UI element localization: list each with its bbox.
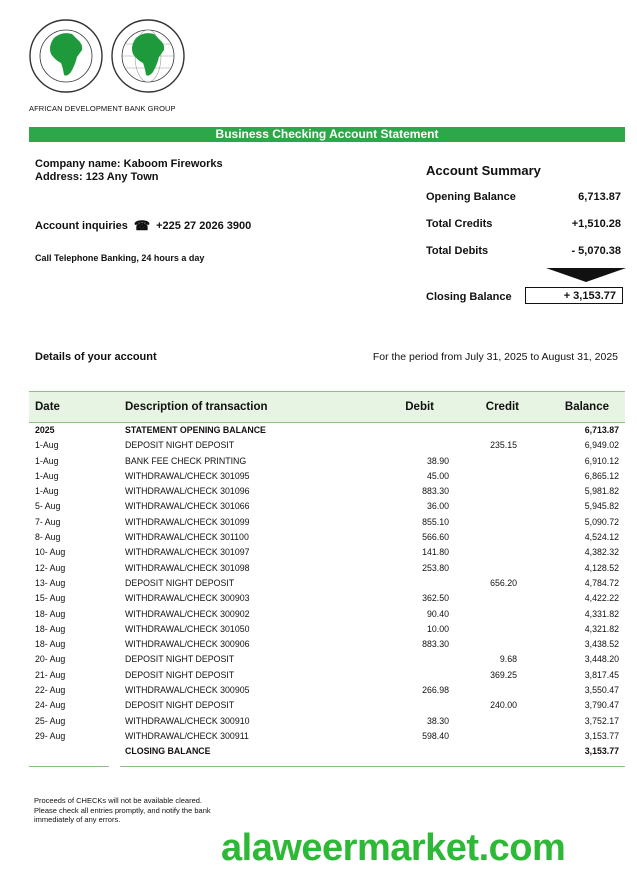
closing-balance-value: + 3,153.77 (525, 287, 623, 304)
down-arrow-icon (546, 268, 626, 282)
header-balance: Balance (564, 401, 609, 413)
table-row (29, 530, 625, 545)
opening-balance-value: 6,713.87 (578, 191, 621, 203)
table-row (29, 637, 625, 652)
row-description: WITHDRAWAL/CHECK 300911 (125, 730, 249, 741)
row-date: 29- Aug (35, 730, 66, 741)
row-date: 18- Aug (35, 639, 66, 650)
row-balance: 3,790.47 (584, 700, 619, 711)
row-date: 10- Aug (35, 547, 66, 558)
row-debit: 266.98 (422, 685, 449, 696)
row-balance: 4,784.72 (584, 577, 619, 588)
table-row (29, 668, 625, 683)
table-row (29, 561, 625, 576)
row-balance: 5,981.82 (584, 486, 619, 497)
opening-balance-label: Opening Balance (426, 191, 516, 203)
row-description: WITHDRAWAL/CHECK 300903 (125, 593, 250, 604)
row-debit: 855.10 (422, 516, 449, 527)
table-row (29, 607, 625, 622)
row-description: WITHDRAWAL/CHECK 300910 (125, 715, 250, 726)
row-description: WITHDRAWAL/CHECK 301095 (125, 470, 250, 481)
row-debit: 253.80 (422, 562, 449, 573)
statement-period: For the period from July 31, 2025 to August 31, 2025 (372, 351, 618, 363)
table-row (29, 545, 625, 560)
row-credit: 656.20 (490, 577, 517, 588)
row-description: WITHDRAWAL/CHECK 301096 (125, 486, 250, 497)
row-balance: 5,090.72 (584, 516, 619, 527)
row-date: 13- Aug (35, 577, 66, 588)
table-row (29, 591, 625, 606)
row-date: 24- Aug (35, 700, 66, 711)
footer-note: Proceeds of CHECKs will not be available cleared. Please check all entries promptly, and notify the bank immediately of any errors. (34, 796, 211, 824)
row-description: WITHDRAWAL/CHECK 301098 (125, 562, 250, 573)
row-description: WITHDRAWAL/CHECK 300905 (125, 685, 250, 696)
row-description: WITHDRAWAL/CHECK 300902 (125, 608, 250, 619)
total-debits-value: - 5,070.38 (571, 245, 621, 257)
row-description: CLOSING BALANCE (125, 746, 211, 757)
total-credits-label: Total Credits (426, 218, 493, 230)
row-debit: 45.00 (426, 470, 449, 481)
row-balance: 4,422.22 (584, 593, 619, 604)
phone-banking-note: Call Telephone Banking, 24 hours a day (35, 253, 205, 263)
row-description: DEPOSIT NIGHT DEPOSIT (125, 654, 235, 665)
details-label: Details of your account (35, 351, 157, 363)
row-balance: 6,949.02 (584, 440, 619, 451)
row-debit: 141.80 (422, 547, 449, 558)
row-debit: 90.40 (426, 608, 449, 619)
row-balance: 4,331.82 (584, 608, 619, 619)
table-row (29, 515, 625, 530)
row-credit: 240.00 (490, 700, 517, 711)
row-description: DEPOSIT NIGHT DEPOSIT (125, 577, 235, 588)
table-row (29, 652, 625, 667)
table-row (29, 438, 625, 453)
header-debit: Debit (405, 401, 434, 413)
row-date: 1-Aug (35, 455, 59, 466)
row-balance: 3,550.47 (584, 685, 619, 696)
row-description: WITHDRAWAL/CHECK 300906 (125, 639, 250, 650)
row-debit: 598.40 (422, 730, 449, 741)
inquiries-label: Account inquiries (35, 220, 128, 232)
table-divider (120, 766, 625, 767)
row-description: DEPOSIT NIGHT DEPOSIT (125, 669, 235, 680)
row-date: 5- Aug (35, 501, 61, 512)
bank-logos (28, 18, 188, 98)
row-credit: 9.68 (499, 654, 517, 665)
row-date: 1-Aug (35, 470, 59, 481)
total-debits-label: Total Debits (426, 245, 489, 257)
row-description: WITHDRAWAL/CHECK 301097 (125, 547, 250, 558)
row-date: 25- Aug (35, 715, 66, 726)
inquiries-phone: +225 27 2026 3900 (156, 220, 252, 232)
row-date: 8- Aug (35, 532, 61, 543)
row-date: 1-Aug (35, 486, 59, 497)
table-row (29, 729, 625, 744)
statement-title: Business Checking Account Statement (29, 127, 625, 142)
row-credit: 369.25 (490, 669, 517, 680)
row-description: DEPOSIT NIGHT DEPOSIT (125, 440, 235, 451)
row-debit: 38.30 (426, 715, 449, 726)
row-date: 7- Aug (35, 516, 61, 527)
table-row (29, 622, 625, 637)
table-row (29, 469, 625, 484)
table-row (29, 454, 625, 469)
row-balance: 4,321.82 (584, 623, 619, 634)
transaction-list (29, 423, 625, 760)
table-row (29, 744, 625, 759)
row-date: 15- Aug (35, 593, 66, 604)
header-date: Date (35, 401, 60, 413)
row-balance: 3,448.20 (584, 654, 619, 665)
watermark: alaweermarket.com (221, 827, 566, 869)
table-divider (29, 766, 109, 767)
telephone-icon: ☎ (133, 218, 151, 233)
summary-title: Account Summary (426, 163, 541, 178)
row-balance: 3,153.77 (584, 730, 619, 741)
table-header (29, 391, 625, 423)
row-balance: 4,524.12 (584, 532, 619, 543)
row-balance: 3,817.45 (584, 669, 619, 680)
table-row (29, 423, 625, 438)
row-debit: 38.90 (426, 455, 449, 466)
row-debit: 883.30 (422, 486, 449, 497)
row-description: WITHDRAWAL/CHECK 301099 (125, 516, 250, 527)
org-name: AFRICAN DEVELOPMENT BANK GROUP (29, 104, 176, 113)
row-date: 18- Aug (35, 608, 66, 619)
row-date: 20- Aug (35, 654, 66, 665)
company-block (35, 158, 223, 184)
company-name: Company name: Kaboom Fireworks (35, 158, 223, 170)
row-balance: 4,128.52 (584, 562, 619, 573)
table-row (29, 499, 625, 514)
header-credit: Credit (485, 401, 519, 413)
table-row (29, 698, 625, 713)
row-description: STATEMENT OPENING BALANCE (125, 425, 266, 435)
row-balance: 6,713.87 (584, 425, 619, 435)
row-debit: 566.60 (422, 532, 449, 543)
row-debit: 10.00 (426, 623, 449, 634)
row-description: DEPOSIT NIGHT DEPOSIT (125, 700, 235, 711)
row-description: WITHDRAWAL/CHECK 301100 (125, 532, 249, 543)
header-description: Description of transaction (125, 401, 268, 413)
row-balance: 6,865.12 (584, 470, 619, 481)
row-description: BANK FEE CHECK PRINTING (125, 455, 247, 466)
row-date: 12- Aug (35, 562, 66, 573)
row-description: WITHDRAWAL/CHECK 301050 (125, 623, 250, 634)
afdb-logo-icon (28, 18, 188, 98)
row-balance: 5,945.82 (584, 501, 619, 512)
table-row (29, 484, 625, 499)
table-row (29, 683, 625, 698)
row-balance: 6,910.12 (584, 455, 619, 466)
row-debit: 36.00 (426, 501, 449, 512)
row-balance: 3,438.52 (584, 639, 619, 650)
row-date: 21- Aug (35, 669, 66, 680)
row-date: 22- Aug (35, 685, 66, 696)
row-date: 1-Aug (35, 440, 59, 451)
row-date: 18- Aug (35, 623, 66, 634)
company-address: Address: 123 Any Town (35, 171, 159, 183)
row-balance: 4,382.32 (584, 547, 619, 558)
row-description: WITHDRAWAL/CHECK 301066 (125, 501, 250, 512)
row-balance: 3,153.77 (584, 746, 619, 757)
table-row (29, 714, 625, 729)
account-inquiries (35, 218, 251, 234)
row-credit: 235.15 (490, 440, 517, 451)
row-balance: 3,752.17 (584, 715, 619, 726)
row-debit: 883.30 (422, 639, 449, 650)
closing-balance-label: Closing Balance (426, 291, 512, 303)
row-debit: 362.50 (422, 593, 449, 604)
total-credits-value: +1,510.28 (571, 218, 621, 230)
table-row (29, 576, 625, 591)
row-date: 2025 (35, 425, 55, 435)
